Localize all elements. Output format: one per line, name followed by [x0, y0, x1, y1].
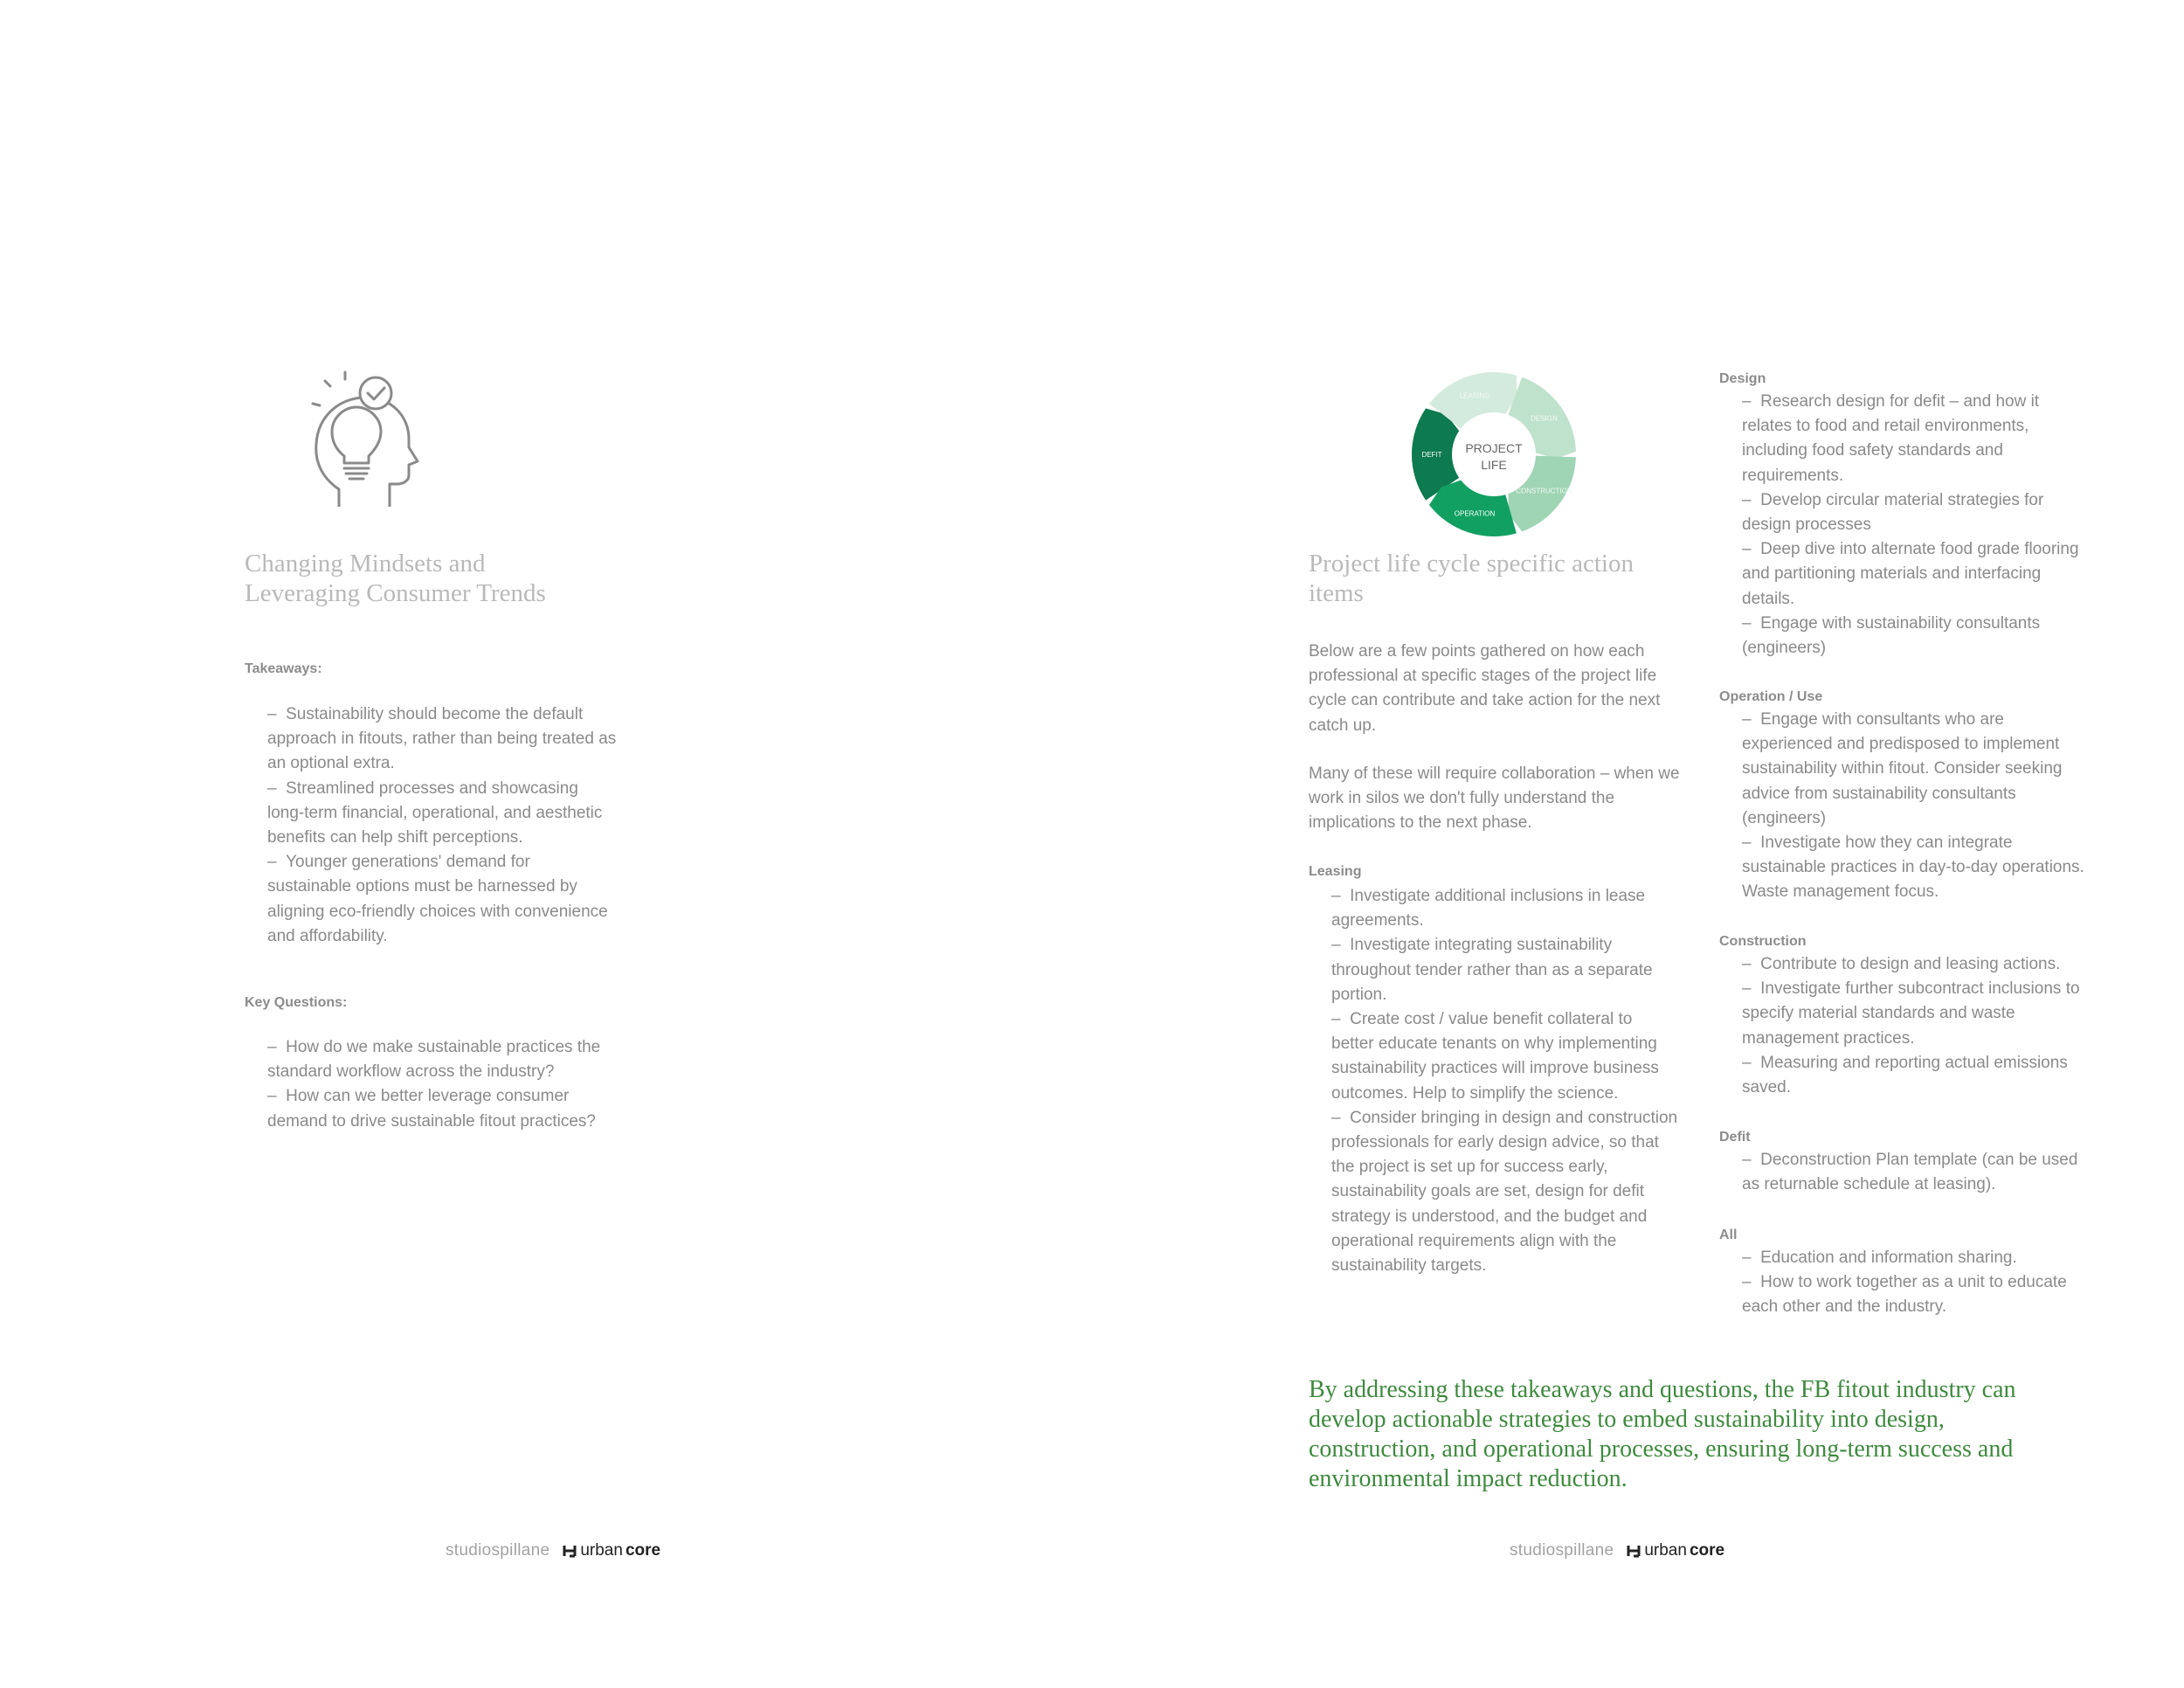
project-life-cycle-diagram: [1406, 367, 1581, 542]
cycle-label-leasing: LEASING: [1459, 391, 1490, 400]
all-list: [1742, 1246, 2091, 1320]
design-item: – Develop circular material strategies for design processes: [1742, 488, 2091, 537]
defit-item: – Deconstruction Plan template (can be used as returnable schedule at leasing).: [1742, 1148, 2091, 1197]
right-title-line1: Project life cycle specific action: [1309, 550, 1634, 578]
intro-paragraph-1: Below are a few points gathered on how each professional at specific stages of the project life cycle can contribute and take action for the next catch up.: [1309, 642, 1661, 735]
cycle-center-line1: PROJECT: [1465, 441, 1523, 455]
takeaway-item: – Streamlined processes and showcasing long-term financial, operational, and aesthetic benefits can help shift perceptions.: [267, 777, 617, 851]
cycle-label-construction: CONSTRUCTION: [1516, 487, 1572, 495]
urbancore-mark-icon: [1626, 1543, 1641, 1559]
intro-paragraph-2: Many of these will require collaboration – when we work in silos we don't fully understand the implications to the next phase.: [1309, 764, 1680, 833]
urbancore-text-a: urban: [1644, 1541, 1687, 1560]
defit-heading: Defit: [1719, 1130, 1751, 1145]
design-heading: Design: [1719, 371, 1766, 386]
question-item: – How can we better leverage consumer demand to drive sustainable fitout practices?: [267, 1084, 617, 1133]
takeaway-item: – Younger generations' demand for sustainable options must be harnessed by aligning eco-friendly choices with convenience and affordability.: [267, 850, 617, 949]
left-title-line1: Changing Mindsets and: [245, 550, 486, 578]
design-item: – Engage with sustainability consultants (engineers): [1742, 612, 2091, 661]
urbancore-text-b: core: [1689, 1541, 1725, 1560]
studiospillane-logo: studiospillane: [1510, 1541, 1614, 1560]
lightbulb-head-icon: [306, 367, 419, 507]
construction-item: – Investigate further subcontract inclusions to specify material standards and waste management practices.: [1742, 977, 2091, 1051]
urbancore-logo: [1626, 1541, 1724, 1560]
design-list: [1742, 390, 2091, 661]
left-footer: [446, 1541, 660, 1560]
urbancore-mark-icon: [562, 1543, 577, 1559]
closing-statement: By addressing these takeaways and questions, the FB fitout industry can develop actionable strategies to embed sustainability into design, construction, and operational processes, ensuring long-term success and environmental impact reduction.: [1309, 1376, 2016, 1492]
studiospillane-logo: studiospillane: [446, 1541, 550, 1560]
key-questions-heading: Key Questions:: [245, 995, 348, 1010]
construction-item: – Measuring and reporting actual emissions saved.: [1742, 1051, 2091, 1100]
cycle-label-design: DESIGN: [1531, 414, 1558, 423]
takeaways-list: [267, 702, 617, 949]
cycle-label-defit: DEFIT: [1421, 451, 1442, 459]
urbancore-text-b: core: [625, 1541, 661, 1560]
all-item: – How to work together as a unit to educate each other and the industry.: [1742, 1270, 2091, 1319]
leasing-item: – Create cost / value benefit collateral to better educate tenants on why implementing sustainability practices will improve business outcomes. Help to simplify the science.: [1331, 1007, 1679, 1106]
cycle-segment-operation: [1429, 481, 1517, 536]
question-item: – How do we make sustainable practices the standard workflow across the industry?: [267, 1035, 617, 1084]
operation-use-list: [1742, 708, 2091, 905]
leasing-item: – Consider bringing in design and construction professionals for early design advice, so that the project is set up for success early, sustainability goals are set, design for defit strategy is understood, and the budget and operational requirements align with the sustainability targets.: [1331, 1106, 1679, 1278]
construction-item: – Contribute to design and leasing actions.: [1742, 952, 2091, 977]
left-title-line2: Leveraging Consumer Trends: [245, 579, 546, 607]
right-page-title: [1309, 549, 1693, 608]
right-footer: [1510, 1541, 1724, 1560]
takeaways-heading: Takeaways:: [245, 661, 322, 676]
design-item: – Deep dive into alternate food grade flooring and partitioning materials and interfacing details.: [1742, 537, 2091, 612]
leasing-list: [1331, 884, 1679, 1278]
all-heading: All: [1719, 1228, 1738, 1242]
design-item: – Research design for defit – and how it relates to food and retail environments, including food safety standards and requirements.: [1742, 390, 2091, 488]
urbancore-text-a: urban: [580, 1541, 623, 1560]
urbancore-logo: [562, 1541, 660, 1560]
leasing-item: – Investigate additional inclusions in lease agreements.: [1331, 884, 1679, 933]
construction-heading: Construction: [1719, 934, 1807, 949]
operation-item: – Engage with consultants who are experienced and predisposed to implement sustainability within fitout. Consider seeking advice from sustainability consultants (engineers): [1742, 708, 2091, 831]
cycle-label-operation: OPERATION: [1454, 509, 1496, 518]
left-page-title: [245, 549, 664, 608]
leasing-item: – Investigate integrating sustainability throughout tender rather than as a separate portion.: [1331, 933, 1679, 1007]
takeaway-item: – Sustainability should become the default approach in fitouts, rather than being treated as an optional extra.: [267, 702, 617, 777]
operation-item: – Investigate how they can integrate sustainable practices in day-to-day operations. Waste management focus.: [1742, 831, 2091, 905]
all-item: – Education and information sharing.: [1742, 1246, 2091, 1270]
operation-use-heading: Operation / Use: [1719, 689, 1823, 704]
leasing-heading: Leasing: [1309, 864, 1362, 879]
cycle-center-line2: LIFE: [1481, 458, 1507, 472]
key-questions-list: [267, 1035, 617, 1134]
construction-list: [1742, 952, 2091, 1100]
right-title-line2: items: [1309, 579, 1364, 607]
defit-list: [1742, 1148, 2091, 1197]
cycle-svg: [1406, 367, 1581, 542]
